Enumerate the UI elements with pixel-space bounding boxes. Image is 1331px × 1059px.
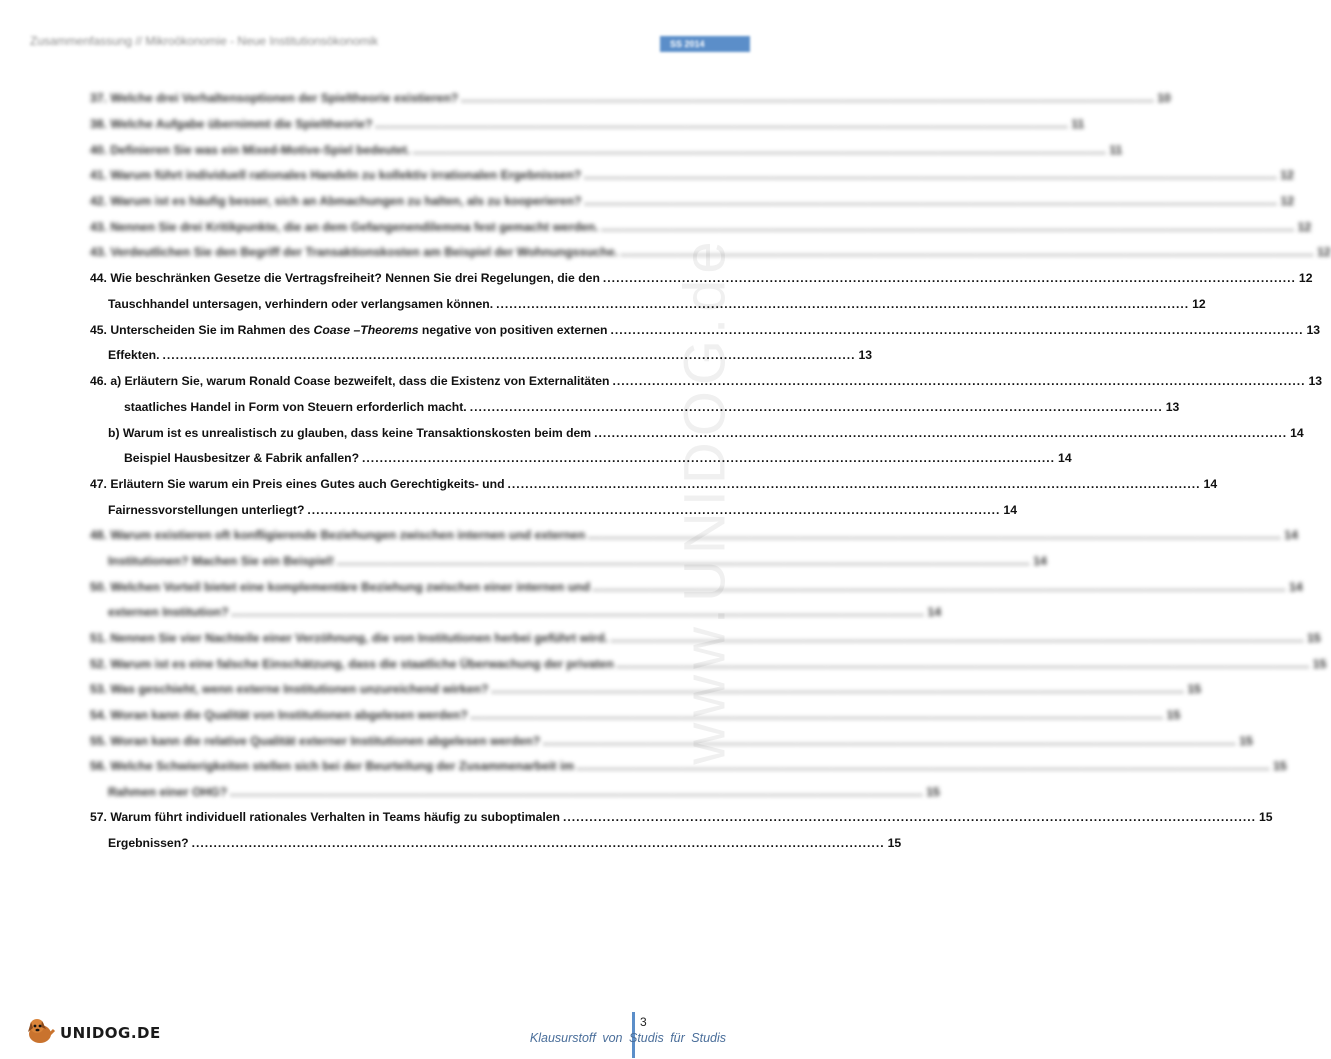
- toc-entry[interactable]: [90, 88, 1171, 108]
- document-header-title: Zusammenfassung // Mikroökonomie - Neue Institutionsökonomik: [30, 34, 379, 48]
- toc-entry-text: 44. Wie beschränken Gesetze die Vertragsfreiheit? Nennen Sie drei Regelungen, die den: [90, 271, 600, 285]
- toc-entry-text: 46. a) Erläutern Sie, warum Ronald Coase bezweifelt, dass die Existenz von Externalitäten: [90, 374, 610, 388]
- toc-page-number: 14: [1289, 580, 1303, 594]
- toc-leader-dots: ..............................................................................................................................................................: [601, 220, 1295, 234]
- toc-entry-text: 41. Warum führt individuell rationales Handeln zu kollektiv irrationalen Ergebnissen?: [90, 168, 582, 182]
- logo-text: UNIDOG.DE: [60, 1023, 161, 1042]
- toc-entry[interactable]: [90, 191, 1295, 211]
- toc-entry-text: 45. Unterscheiden Sie im Rahmen des Coase –Theorems negative von positiven externen: [90, 323, 608, 337]
- toc-entry-text: externen Institution?: [108, 605, 229, 619]
- toc-entry[interactable]: [90, 268, 1313, 288]
- toc-leader-dots: ..............................................................................................................................................................: [562, 810, 1256, 824]
- toc-page-number: 15: [887, 836, 902, 850]
- toc-entry[interactable]: [108, 602, 942, 622]
- toc-entry[interactable]: [90, 654, 1327, 674]
- toc-page-number: 15: [1187, 682, 1202, 696]
- toc-page-number: 14: [1203, 477, 1218, 491]
- toc-entry[interactable]: [90, 705, 1181, 725]
- toc-page-number: 15: [1312, 657, 1327, 671]
- toc-entry[interactable]: [108, 833, 902, 853]
- toc-leader-dots: ..............................................................................................................................................................: [162, 348, 856, 362]
- toc-leader-dots: ..............................................................................................................................................................: [470, 708, 1164, 722]
- toc-entry[interactable]: [90, 525, 1298, 545]
- semester-badge: SS 2014: [660, 36, 750, 52]
- toc-page-number: 13: [858, 348, 873, 362]
- toc-leader-dots: ..............................................................................................................................................................: [611, 631, 1305, 645]
- toc-entry-text: staatliches Handel in Form von Steuern erforderlich macht.: [124, 400, 467, 414]
- toc-entry[interactable]: [108, 423, 1304, 443]
- toc-entry-text: Effekten.: [108, 348, 160, 362]
- toc-leader-dots: ..............................................................................................................................................................: [469, 400, 1163, 414]
- toc-page-number: 15: [1273, 759, 1287, 773]
- toc-leader-dots: ..............................................................................................................................................................: [577, 759, 1271, 773]
- toc-leader-dots: ..............................................................................................................................................................: [543, 734, 1237, 748]
- toc-entry[interactable]: [124, 397, 1180, 417]
- toc-entry[interactable]: [90, 628, 1321, 648]
- toc-page-number: 12: [1317, 245, 1331, 259]
- toc-entry[interactable]: [90, 371, 1323, 391]
- toc-entry[interactable]: [90, 114, 1085, 134]
- toc-leader-dots: ..............................................................................................................................................................: [602, 271, 1296, 285]
- toc-page-number: 12: [1280, 194, 1295, 208]
- toc-page-number: 12: [1298, 271, 1313, 285]
- toc-page-number: 11: [1071, 117, 1085, 131]
- toc-entry-text: 37. Welche drei Verhaltensoptionen der Spieltheorie existieren?: [90, 91, 459, 105]
- toc-entry-text: b) Warum ist es unrealistisch zu glauben, dass keine Transaktionskosten beim dem: [108, 426, 592, 440]
- toc-entry-text: 38. Welche Aufgabe übernimmt die Spieltheorie?: [90, 117, 373, 131]
- toc-leader-dots: ..............................................................................................................................................................: [594, 426, 1288, 440]
- footer-tagline: Klausurstoff von Studis für Studis: [529, 1031, 726, 1045]
- toc-entry[interactable]: [90, 320, 1321, 340]
- toc-leader-dots: ..............................................................................................................................................................: [584, 194, 1278, 208]
- toc-page-number: 15: [1166, 708, 1181, 722]
- toc-leader-dots: ..............................................................................................................................................................: [593, 580, 1287, 594]
- toc-entry[interactable]: [90, 165, 1294, 185]
- toc-page-number: 15: [1307, 631, 1321, 645]
- toc-leader-dots: ..............................................................................................................................................................: [621, 245, 1315, 259]
- toc-entry-text: 42. Warum ist es häufig besser, sich an Abmachungen zu halten, als zu kooperieren?: [90, 194, 582, 208]
- toc-entry-text: Fairnessvorstellungen unterliegt?: [108, 503, 305, 517]
- toc-leader-dots: ..............................................................................................................................................................: [362, 451, 1056, 465]
- toc-page-number: 12: [1280, 168, 1294, 182]
- toc-leader-dots: ..............................................................................................................................................................: [612, 374, 1306, 388]
- toc-page-number: 14: [1033, 554, 1047, 568]
- toc-page-number: 14: [1058, 451, 1072, 465]
- toc-leader-dots: ..............................................................................................................................................................: [375, 117, 1069, 131]
- toc-entry-text: 40. Definieren Sie was ein Mixed-Motive-Spiel bedeutet.: [90, 143, 411, 157]
- toc-leader-dots: ..............................................................................................................................................................: [230, 785, 924, 799]
- dog-mascot-icon: [24, 1016, 56, 1049]
- toc-page-number: 14: [1284, 528, 1298, 542]
- toc-page-number: 11: [1109, 143, 1123, 157]
- toc-leader-dots: ..............................................................................................................................................................: [337, 554, 1031, 568]
- toc-page-number: 15: [1259, 810, 1273, 824]
- toc-page-number: 13: [1306, 323, 1321, 337]
- toc-page-number: 12: [1192, 297, 1206, 311]
- toc-entry[interactable]: [90, 577, 1303, 597]
- toc-leader-dots: ..............................................................................................................................................................: [588, 528, 1282, 542]
- watermark: www.UNIDOG.de: [672, 235, 738, 765]
- toc-entry[interactable]: [90, 242, 1331, 262]
- toc-entry-text: 54. Woran kann die Qualität von Institutionen abgelesen werden?: [90, 708, 468, 722]
- toc-page-number: 12: [1297, 220, 1312, 234]
- toc-entry-text: Rahmen einer OHG?: [108, 785, 228, 799]
- toc-entry[interactable]: [108, 782, 940, 802]
- toc-entry[interactable]: [108, 345, 873, 365]
- toc-leader-dots: ..............................................................................................................................................................: [616, 657, 1310, 671]
- toc-entry-text: Institutionen? Machen Sie ein Beispiel!: [108, 554, 335, 568]
- page-number: 3: [640, 1015, 647, 1029]
- toc-entry[interactable]: [90, 140, 1123, 160]
- toc-leader-dots: ..............................................................................................................................................................: [491, 682, 1185, 696]
- toc-leader-dots: ..............................................................................................................................................................: [584, 168, 1278, 182]
- toc-entry[interactable]: [90, 731, 1253, 751]
- toc-entry-text: 48. Warum existieren oft konfligierende Beziehungen zwischen internen und externen: [90, 528, 586, 542]
- toc-page-number: 14: [1003, 503, 1017, 517]
- toc-entry[interactable]: [90, 217, 1312, 237]
- toc-page-number: 10: [1157, 91, 1171, 105]
- toc-entry-text: 47. Erläutern Sie warum ein Preis eines Gutes auch Gerechtigkeits- und: [90, 477, 505, 491]
- toc-leader-dots: ..............................................................................................................................................................: [461, 91, 1155, 105]
- toc-page-number: 14: [1290, 426, 1304, 440]
- toc-leader-dots: ..............................................................................................................................................................: [307, 503, 1001, 517]
- toc-entry[interactable]: [124, 448, 1072, 468]
- toc-entry-text: Beispiel Hausbesitzer & Fabrik anfallen?: [124, 451, 360, 465]
- toc-leader-dots: ..............................................................................................................................................................: [610, 323, 1304, 337]
- toc-page-number: 15: [1239, 734, 1253, 748]
- toc-page-number: 13: [1308, 374, 1323, 388]
- toc-entry-text: 55. Woran kann die relative Qualität externer Institutionen abgelesen werden?: [90, 734, 541, 748]
- unidog-logo[interactable]: [24, 1016, 161, 1049]
- toc-entry-text: 56. Welche Schwierigkeiten stellen sich bei der Beurteilung der Zusammenarbeit im: [90, 759, 575, 773]
- toc-entry[interactable]: [108, 551, 1047, 571]
- toc-entry-text: 53. Was geschieht, wenn externe Institutionen unzureichend wirken?: [90, 682, 489, 696]
- toc-entry-text: 51. Nennen Sie vier Nachteile einer Verzöhnung, die von Institutionen herbei geführt wird.: [90, 631, 609, 645]
- toc-leader-dots: ..............................................................................................................................................................: [496, 297, 1190, 311]
- toc-entry-emphasis: Coase –Theorems: [313, 323, 419, 337]
- toc-entry[interactable]: [90, 474, 1218, 494]
- toc-entry[interactable]: [90, 807, 1273, 827]
- toc-entry-text: 52. Warum ist es eine falsche Einschätzung, dass die staatliche Überwachung der privaten: [90, 657, 614, 671]
- toc-entry[interactable]: [108, 294, 1206, 314]
- toc-leader-dots: ..............................................................................................................................................................: [191, 836, 885, 850]
- toc-entry[interactable]: [90, 679, 1202, 699]
- toc-entry[interactable]: [108, 500, 1017, 520]
- toc-page-number: 14: [927, 605, 942, 619]
- toc-leader-dots: ..............................................................................................................................................................: [231, 605, 925, 619]
- toc-entry-text: 50. Welchen Vorteil bietet eine komplementäre Beziehung zwischen einer internen und: [90, 580, 591, 594]
- toc-entry-text: 57. Warum führt individuell rationales Verhalten in Teams häufig zu suboptimalen: [90, 810, 560, 824]
- toc-page-number: 13: [1165, 400, 1180, 414]
- toc-entry-text: 43. Nennen Sie drei Kritikpunkte, die an dem Gefangenendilemma fest gemacht werden.: [90, 220, 599, 234]
- toc-page-number: 15: [926, 785, 940, 799]
- toc-entry-text: Tauschhandel untersagen, verhindern oder verlangsamen können.: [108, 297, 494, 311]
- toc-leader-dots: ..............................................................................................................................................................: [507, 477, 1201, 491]
- toc-entry[interactable]: [90, 756, 1287, 776]
- toc-entry-text: Ergebnissen?: [108, 836, 189, 850]
- toc-entry-text: 43. Verdeutlichen Sie den Begriff der Transaktionskosten am Beispiel der Wohnungssuche.: [90, 245, 619, 259]
- toc-leader-dots: ..............................................................................................................................................................: [413, 143, 1107, 157]
